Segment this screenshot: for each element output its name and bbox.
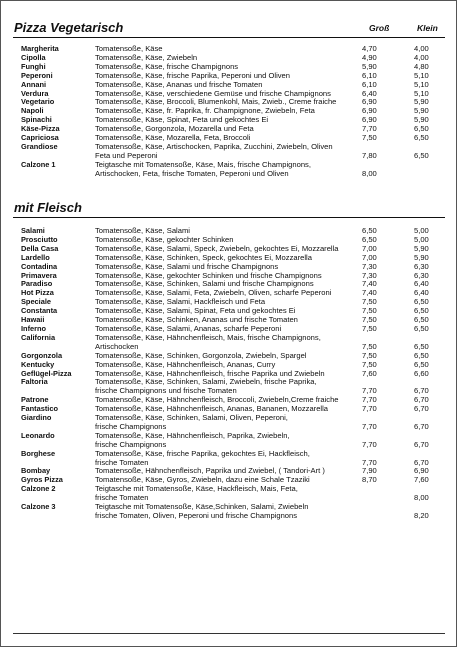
header-rule-vegetarian bbox=[13, 37, 445, 38]
price-small: 6,30 bbox=[414, 261, 429, 271]
item-name: Lardello bbox=[21, 252, 50, 262]
price-small: 6,70 bbox=[414, 395, 429, 405]
price-large: 7,50 bbox=[362, 359, 377, 369]
description-line: Tomatensoße, Käse, Schinken, Salami und frische Champignons bbox=[95, 279, 314, 289]
price-small: 4,00 bbox=[414, 52, 429, 62]
price-small: 5,90 bbox=[414, 243, 429, 253]
menu-item bbox=[1, 161, 456, 179]
item-name: Contadina bbox=[21, 261, 58, 271]
price-large: 7,70 bbox=[362, 404, 377, 414]
item-name: Leonardo bbox=[21, 430, 55, 440]
price-large: 7,30 bbox=[362, 270, 377, 280]
price-small: 6,50 bbox=[414, 124, 429, 134]
item-name: Calzone 3 bbox=[21, 502, 56, 512]
description-line: Artischocken bbox=[95, 341, 139, 351]
price-large: 6,90 bbox=[362, 115, 377, 125]
item-name: Primavera bbox=[21, 270, 57, 280]
menu-item bbox=[1, 503, 456, 521]
description-line: Tomatensoße, Käse, verschiedene Gemüse und frische Champignons bbox=[95, 88, 331, 98]
item-name: Grandiose bbox=[21, 141, 58, 151]
price-large: 7,50 bbox=[362, 341, 377, 351]
menu-item bbox=[1, 143, 456, 161]
description-line: Tomatensoße, Käse, gekochter Schinken und frische Champignons bbox=[95, 270, 322, 280]
footer-rule bbox=[13, 633, 445, 634]
description-line: frische Tomaten, Oliven, Peperoni und frische Champignons bbox=[95, 511, 298, 520]
description-line: Tomatensoße, Käse, Salami und frische Champignons bbox=[95, 261, 279, 271]
item-name: Calzone 2 bbox=[21, 484, 56, 494]
description-line: frische Champignons bbox=[95, 439, 167, 449]
item-name: Margherita bbox=[21, 44, 59, 53]
description-line: Tomatensoße, Käse, Hähnchenfleisch, frische Paprika und Zwiebeln bbox=[95, 368, 325, 378]
price-large: 7,50 bbox=[362, 315, 377, 325]
description-line: Tomatensoße, Käse, frische Paprika, Peperoni und Oliven bbox=[95, 70, 291, 80]
item-name: Giardino bbox=[21, 413, 52, 423]
price-small: 5,90 bbox=[414, 115, 429, 125]
item-name: Verdura bbox=[21, 88, 49, 98]
menu-item bbox=[1, 450, 456, 468]
price-small: 6,50 bbox=[414, 315, 429, 325]
column-header-large: Groß bbox=[369, 23, 390, 33]
description-line: Tomatensoße, Käse, Schinken, Ananas und frische Tomaten bbox=[95, 315, 298, 325]
menu-item bbox=[1, 485, 456, 503]
description-line: Tomatensoße, Käse, Salami, Ananas, scharfe Peperoni bbox=[95, 323, 282, 333]
price-large: 7,50 bbox=[362, 323, 377, 333]
item-name: Borghese bbox=[21, 448, 56, 458]
price-large: 6,50 bbox=[362, 226, 377, 235]
price-large: 8,00 bbox=[362, 168, 377, 178]
description-line: frische Tomaten bbox=[95, 457, 149, 467]
item-name: Prosciutto bbox=[21, 234, 58, 244]
description-line: Teigtasche mit Tomatensoße, Käse, Mais, frische Champignons, bbox=[95, 159, 311, 169]
description-line: Tomatensoße, Käse, Salami, Spinat, Feta und gekochtes Ei bbox=[95, 306, 296, 316]
menu-item bbox=[1, 432, 456, 450]
price-small: 6,40 bbox=[414, 288, 429, 298]
menu-item bbox=[1, 45, 456, 54]
description-line: Tomatensoße, Käse bbox=[95, 44, 163, 53]
price-small: 6,50 bbox=[414, 133, 429, 143]
item-name: Napoli bbox=[21, 106, 44, 116]
description-line: Tomatensoße, Käse, frische Champignons bbox=[95, 61, 239, 71]
price-large: 6,10 bbox=[362, 70, 377, 80]
item-description bbox=[95, 485, 375, 503]
price-large: 5,90 bbox=[362, 61, 377, 71]
description-line: frische Tomaten bbox=[95, 493, 149, 503]
price-small: 6,70 bbox=[414, 439, 429, 449]
item-description bbox=[95, 161, 375, 179]
price-large: 7,30 bbox=[362, 261, 377, 271]
description-line: Tomatensoße, Käse, Hähnchenfleisch, Ananas, Curry bbox=[95, 359, 276, 369]
item-name: Funghi bbox=[21, 61, 46, 71]
price-large: 4,90 bbox=[362, 52, 377, 62]
price-small: 5,10 bbox=[414, 88, 429, 98]
header-rule-meat bbox=[13, 217, 445, 218]
price-small: 6,50 bbox=[414, 150, 429, 160]
column-header-small: Klein bbox=[417, 23, 438, 33]
item-description bbox=[95, 143, 375, 161]
price-large: 7,60 bbox=[362, 368, 377, 378]
description-line: Artischocken, Feta, frische Tomaten, Peperoni und Oliven bbox=[95, 168, 289, 178]
item-description bbox=[95, 503, 375, 521]
price-large: 7,40 bbox=[362, 279, 377, 289]
price-small: 5,00 bbox=[414, 226, 429, 235]
item-name: Peperoni bbox=[21, 70, 53, 80]
item-name: California bbox=[21, 332, 56, 342]
description-line: Tomatensoße, Käse, Schinken, Salami, Oliven, Peperoni, bbox=[95, 413, 288, 423]
vegetarian-menu-list bbox=[1, 45, 456, 179]
price-large: 7,00 bbox=[362, 243, 377, 253]
item-name: Spinachi bbox=[21, 115, 52, 125]
item-name: Annani bbox=[21, 79, 47, 89]
description-line: Tomatensoße, Käse, Artischocken, Paprika, Zucchini, Zwiebeln, Oliven bbox=[95, 141, 333, 151]
price-small: 6,50 bbox=[414, 297, 429, 307]
price-small: 6,70 bbox=[414, 421, 429, 431]
price-large: 7,70 bbox=[362, 395, 377, 405]
description-line: Tomatensoße, Käse, gekochter Schinken bbox=[95, 234, 234, 244]
description-line: Tomatensoße, Käse, Hähnchenfleisch, Mais, frische Champignons, bbox=[95, 332, 321, 342]
description-line: Teigtasche mit Tomatensoße, Käse,Schinken, Salami, Zwiebeln bbox=[95, 502, 309, 512]
description-line: Tomatensoße, Käse, Broccoli, Blumenkohl, Mais, Zwieb., Creme fraiche bbox=[95, 97, 337, 107]
price-large: 8,70 bbox=[362, 475, 377, 485]
price-large: 7,70 bbox=[362, 439, 377, 449]
price-small: 6,50 bbox=[414, 350, 429, 360]
price-large: 7,50 bbox=[362, 350, 377, 360]
price-large: 6,90 bbox=[362, 106, 377, 116]
description-line: Tomatensoße, Käse, Salami, Hackfleisch und Feta bbox=[95, 297, 266, 307]
price-large: 7,50 bbox=[362, 306, 377, 316]
menu-item bbox=[1, 334, 456, 352]
item-name: Paradiso bbox=[21, 279, 53, 289]
item-name: Inferno bbox=[21, 323, 47, 333]
price-small: 4,80 bbox=[414, 61, 429, 71]
price-small: 6,30 bbox=[414, 270, 429, 280]
description-line: Tomatensoße, Käse, Zwiebeln bbox=[95, 52, 198, 62]
description-line: Tomatensoße, Käse, Gyros, Zwiebeln, dazu eine Schale Tzaziki bbox=[95, 475, 310, 485]
price-small: 5,10 bbox=[414, 79, 429, 89]
description-line: frische Champignons und frische Tomaten bbox=[95, 386, 237, 396]
price-large: 6,90 bbox=[362, 97, 377, 107]
price-small: 5,90 bbox=[414, 106, 429, 116]
price-small: 5,00 bbox=[414, 234, 429, 244]
item-name: Constanta bbox=[21, 306, 58, 316]
item-name: Gorgonzola bbox=[21, 350, 63, 360]
meat-menu-list bbox=[1, 227, 456, 521]
price-large: 4,70 bbox=[362, 44, 377, 53]
description-line: Tomatensoße, Hähnchenfleisch, Paprika und Zwiebel, ( Tandori-Art ) bbox=[95, 466, 325, 476]
item-name: Bombay bbox=[21, 466, 51, 476]
description-line: Tomatensoße, Käse, Salami bbox=[95, 226, 190, 235]
description-line: Tomatensoße, Käse, frische Paprika, gekochtes Ei, Hackfleisch, bbox=[95, 448, 310, 458]
description-line: Tomatensoße, Käse, Hähnchenfleisch, Broccoli, Zwiebeln,Creme fraiche bbox=[95, 395, 339, 405]
price-large: 7,70 bbox=[362, 421, 377, 431]
price-small: 6,50 bbox=[414, 359, 429, 369]
menu-item bbox=[1, 414, 456, 432]
price-large: 6,40 bbox=[362, 88, 377, 98]
item-name: Fantastico bbox=[21, 404, 58, 414]
price-small: 6,90 bbox=[414, 466, 429, 476]
description-line: Teigtasche mit Tomatensoße, Käse, Hackfleisch, Mais, Feta, bbox=[95, 484, 298, 494]
price-small: 6,50 bbox=[414, 341, 429, 351]
description-line: Tomatensoße, Käse, Salami, Feta, Zwiebeln, Oliven, scharfe Peperoni bbox=[95, 288, 332, 298]
section-title-vegetarian: Pizza Vegetarisch bbox=[14, 20, 124, 35]
description-line: Tomatensoße, Käse, Mozarella, Feta, Broccoli bbox=[95, 133, 251, 143]
item-name: Calzone 1 bbox=[21, 159, 56, 169]
section-title-meat: mit Fleisch bbox=[14, 200, 82, 215]
price-small: 6,70 bbox=[414, 386, 429, 396]
item-description bbox=[95, 432, 375, 450]
price-small: 6,50 bbox=[414, 323, 429, 333]
price-small: 6,70 bbox=[414, 404, 429, 414]
item-description bbox=[95, 334, 375, 352]
description-line: Tomatensoße, Käse, Schinken, Salami, Zwiebeln, frische Paprika, bbox=[95, 377, 317, 387]
price-small: 7,60 bbox=[414, 475, 429, 485]
item-name: Kentucky bbox=[21, 359, 55, 369]
price-large: 7,90 bbox=[362, 466, 377, 476]
description-line: Tomatensoße, Käse, Salami, Speck, Zwiebeln, gekochtes Ei, Mozzarella bbox=[95, 243, 339, 253]
item-description bbox=[95, 450, 375, 468]
price-large: 7,80 bbox=[362, 150, 377, 160]
description-line: Tomatensoße, Käse, Spinat, Feta und gekochtes Ei bbox=[95, 115, 269, 125]
price-small: 5,90 bbox=[414, 252, 429, 262]
price-small: 6,60 bbox=[414, 368, 429, 378]
price-large: 7,00 bbox=[362, 252, 377, 262]
description-line: Tomatensoße, Käse, Hähnchenfleisch, Paprika, Zwiebeln, bbox=[95, 430, 290, 440]
price-large: 6,50 bbox=[362, 234, 377, 244]
price-small: 6,70 bbox=[414, 457, 429, 467]
price-small: 8,00 bbox=[414, 493, 429, 503]
item-name: Cipolla bbox=[21, 52, 46, 62]
item-name: Faltoria bbox=[21, 377, 48, 387]
item-name: Speciale bbox=[21, 297, 51, 307]
item-name: Käse-Pizza bbox=[21, 124, 60, 134]
item-name: Gyros Pizza bbox=[21, 475, 63, 485]
description-line: Tomatensoße, Gorgonzola, Mozarella und Feta bbox=[95, 124, 254, 134]
item-name: Della Casa bbox=[21, 243, 59, 253]
menu-item bbox=[1, 378, 456, 396]
description-line: Tomatensoße, Käse, Schinken, Speck, gekochtes Ei, Mozzarella bbox=[95, 252, 312, 262]
item-name: Vegetario bbox=[21, 97, 55, 107]
description-line: Tomatensoße, Käse, Hähnchenfleisch, Ananas, Bananen, Mozzarella bbox=[95, 404, 329, 414]
item-name: Hot Pizza bbox=[21, 288, 54, 298]
price-large: 7,70 bbox=[362, 124, 377, 134]
price-large: 7,70 bbox=[362, 386, 377, 396]
price-large: 7,50 bbox=[362, 133, 377, 143]
item-name: Hawaii bbox=[21, 315, 45, 325]
item-description bbox=[95, 414, 375, 432]
description-line: frische Champignons bbox=[95, 421, 167, 431]
price-small: 6,50 bbox=[414, 306, 429, 316]
price-small: 6,40 bbox=[414, 279, 429, 289]
price-small: 5,10 bbox=[414, 70, 429, 80]
description-line: Feta und Peperoni bbox=[95, 150, 158, 160]
price-small: 8,20 bbox=[414, 511, 429, 520]
price-large: 7,70 bbox=[362, 457, 377, 467]
description-line: Tomatensoße, Käse, Ananas und frische Tomaten bbox=[95, 79, 263, 89]
description-line: Tomatensoße, Käse, Schinken, Gorgonzola, Zwiebeln, Spargel bbox=[95, 350, 307, 360]
price-large: 6,10 bbox=[362, 79, 377, 89]
item-name: Salami bbox=[21, 226, 45, 235]
price-small: 5,90 bbox=[414, 97, 429, 107]
item-name: Capriciosa bbox=[21, 133, 59, 143]
description-line: Tomatensoße, Käse, fr. Paprika, fr. Champignone, Zwiebeln, Feta bbox=[95, 106, 315, 116]
price-large: 7,50 bbox=[362, 297, 377, 307]
price-large: 7,40 bbox=[362, 288, 377, 298]
item-name: Patrone bbox=[21, 395, 49, 405]
item-name: Geflügel-Pizza bbox=[21, 368, 72, 378]
item-description bbox=[95, 378, 375, 396]
price-small: 4,00 bbox=[414, 44, 429, 53]
